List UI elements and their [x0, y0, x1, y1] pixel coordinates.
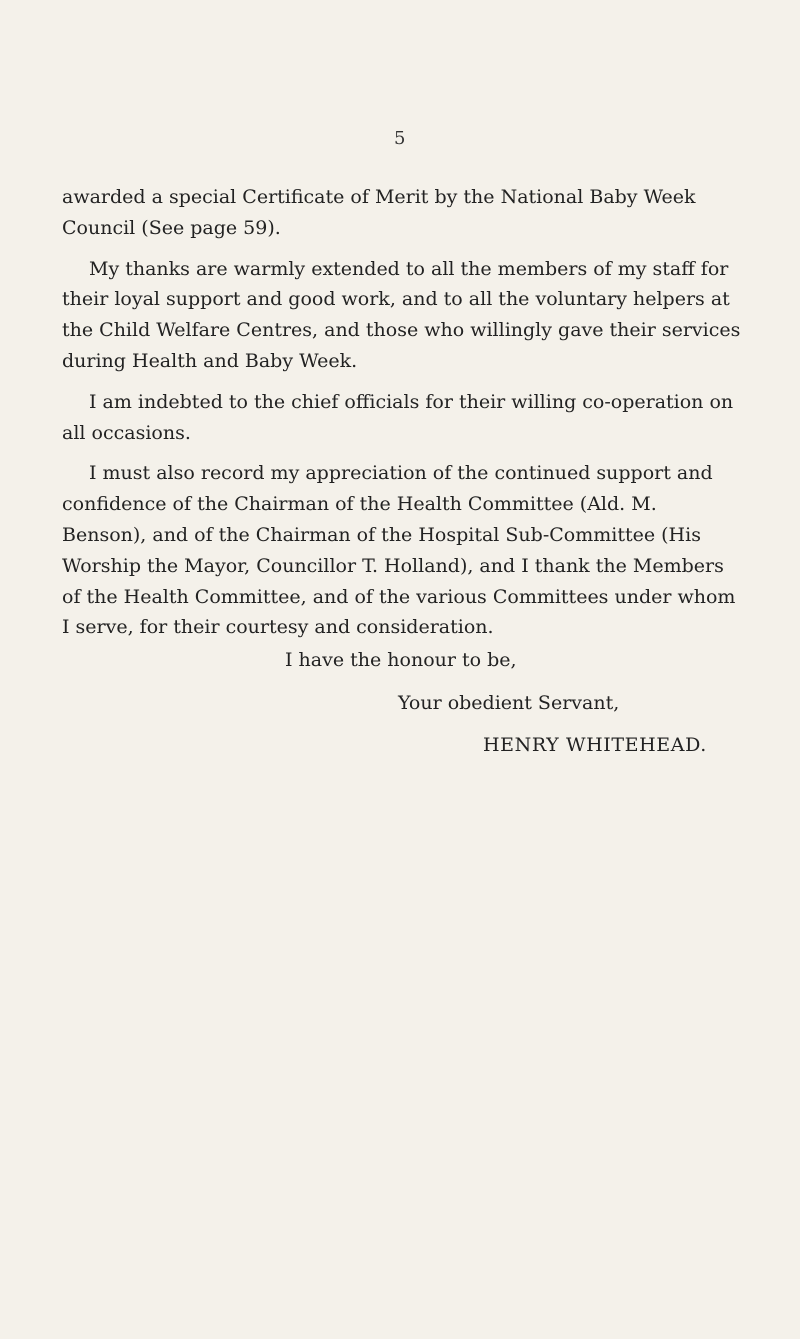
paragraph-continuation: awarded a special Certificate of Merit by the National Baby Week Council (See page 59). — [62, 186, 696, 239]
closing-valediction: Your obedient Servant, — [398, 692, 620, 714]
paragraph-thanks-staff: My thanks are warmly extended to all the members of my staff for their loyal support and good work, and to all the voluntary helpers at the Child Welfare Centres, and those who willingly gave their services during Health and Baby Week. — [62, 257, 741, 372]
paragraph-chief-officials: I am indebted to the chief officials for their willing co-operation on all occasions. — [62, 390, 734, 444]
letter-body — [62, 182, 742, 643]
closing-salutation: I have the honour to be, — [285, 649, 517, 671]
page-number: 5 — [394, 128, 406, 149]
signature: HENRY WHITEHEAD. — [483, 734, 707, 756]
paragraph-appreciation: I must also record my appreciation of the continued support and confidence of the Chairman of the Health Committee (Ald. M. Benson), and of the Chairman of the Hospital Sub-Committee (His Worship the Mayor, Councillor T. Holland), and I thank the Members of the Health Committee, and of the various Committees under whom I serve, for their courtesy and consideration. — [62, 462, 736, 639]
